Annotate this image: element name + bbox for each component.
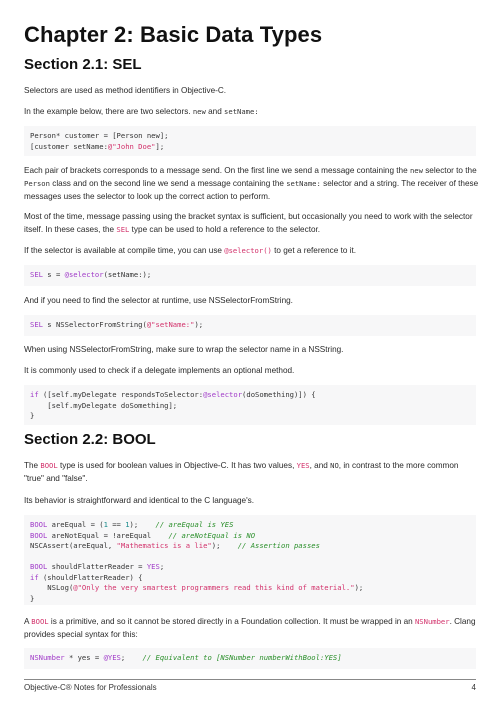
code-block: BOOL areEqual = (1 == 1); // areEqual is YES BOOL areNotEqual = !areEqual // areNotEqual is NO NSCAssert(areEqual, "Mathematics is a lie"); // Assertion passes BOOL shouldFlatterReader = YES; if (shouldFlatterReader) { NSLog(@"Only the very smartest programmers read this kind of material."); } bbox=[24, 515, 476, 605]
paragraph: Each pair of brackets corresponds to a message send. On the first line we send a message containing the new selector to the Person class and on the second line we send a message containing the setName: selector and a string. The receiver of these messages uses the selector to look up the correct action to perform. bbox=[24, 166, 479, 201]
inline-code: new bbox=[192, 107, 206, 116]
paragraph: When using NSSelectorFromString, make sure to wrap the selector name in a NSString. bbox=[24, 345, 344, 354]
inline-code: NO bbox=[330, 461, 339, 470]
code-block: NSNumber * yes = @YES; // Equivalent to [NSNumber numberWithBool:YES] bbox=[24, 648, 476, 669]
code-block: if ([self.myDelegate respondsToSelector:@selector(doSomething)]) { [self.myDelegate doSomething]; } bbox=[24, 385, 476, 425]
page-number: 4 bbox=[471, 683, 476, 692]
inline-code: SEL bbox=[116, 225, 130, 234]
inline-code: setName: bbox=[286, 179, 321, 188]
paragraph: And if you need to find the selector at runtime, use NSSelectorFromString. bbox=[24, 296, 293, 305]
paragraph: A BOOL is a primitive, and so it cannot be stored directly in a Foundation collection. It must be wrapped in an NSNumber. Clang provides special syntax for this: bbox=[24, 617, 476, 639]
code-block: Person* customer = [Person new]; [customer setName:@"John Doe"]; bbox=[24, 126, 476, 156]
footer-divider bbox=[24, 679, 476, 680]
inline-code: new bbox=[409, 166, 423, 175]
inline-code: BOOL bbox=[31, 617, 49, 626]
inline-code: @selector() bbox=[224, 246, 272, 255]
inline-code: setName: bbox=[224, 107, 259, 116]
paragraph: In the example below, there are two selectors. new and setName: bbox=[24, 107, 259, 116]
paragraph: If the selector is available at compile time, you can use @selector() to get a reference to it. bbox=[24, 246, 357, 255]
paragraph: It is commonly used to check if a delegate implements an optional method. bbox=[24, 366, 295, 375]
footer-title: Objective-C® Notes for Professionals bbox=[24, 683, 157, 692]
inline-code: YES bbox=[296, 461, 310, 470]
inline-code: NSNumber bbox=[414, 617, 450, 626]
paragraph: Selectors are used as method identifiers in Objective-C. bbox=[24, 86, 227, 95]
paragraph: Its behavior is straightforward and identical to the C language's. bbox=[24, 496, 255, 505]
section-title-bool: Section 2.2: BOOL bbox=[24, 431, 156, 448]
code-block: SEL s = @selector(setName:); bbox=[24, 265, 476, 286]
inline-code: BOOL bbox=[40, 461, 58, 470]
chapter-title: Chapter 2: Basic Data Types bbox=[24, 22, 323, 47]
inline-code: Person bbox=[24, 179, 50, 188]
code-block: SEL s NSSelectorFromString(@"setName:"); bbox=[24, 315, 476, 336]
paragraph: Most of the time, message passing using the bracket syntax is sufficient, but occasionally you need to work with the selector itself. In these cases, the SEL type can be used to hold a reference to the selector. bbox=[24, 212, 473, 234]
paragraph: The BOOL type is used for boolean values in Objective-C. It has two values, YES, and NO, in contrast to the more common "true" and "false". bbox=[24, 461, 459, 483]
section-title-sel: Section 2.1: SEL bbox=[24, 56, 142, 73]
